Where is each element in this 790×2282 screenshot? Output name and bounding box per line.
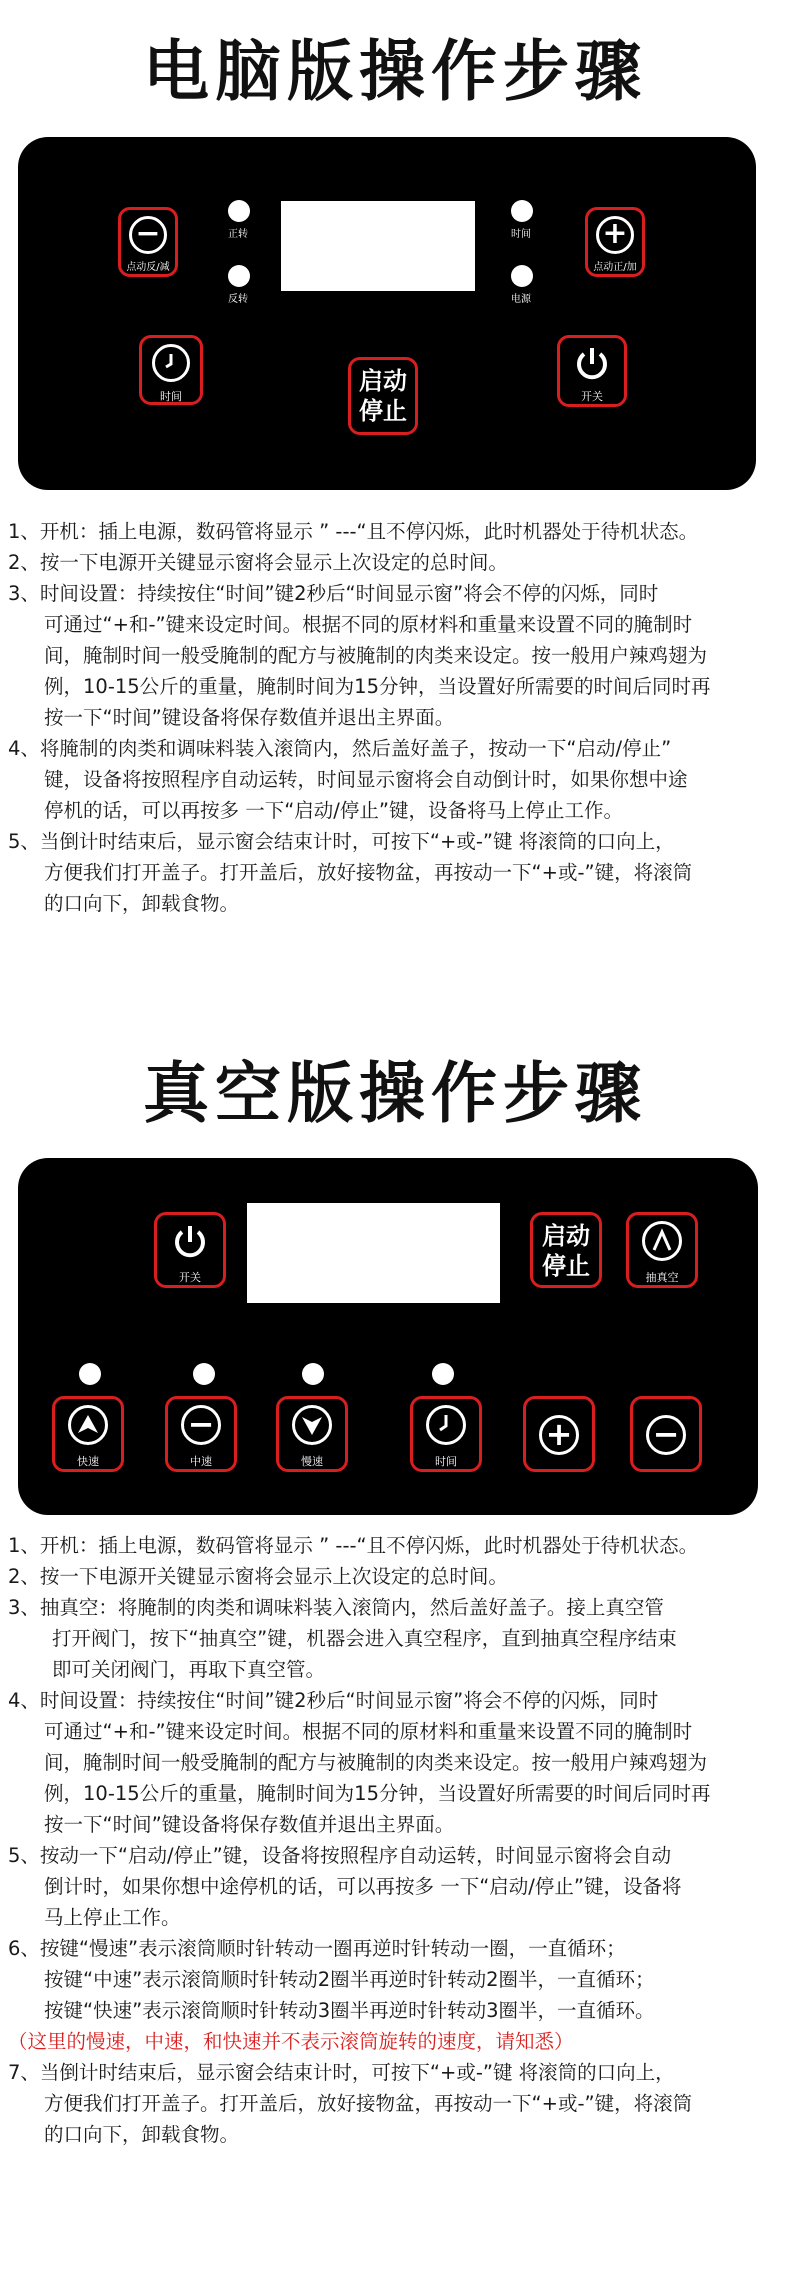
pc-line: 例，10-15公斤的重量，腌制时间为15分钟，当设置好所需要的时间后同时再 <box>44 675 711 698</box>
pc-time-label: 时间 <box>160 390 182 403</box>
pc-start-stop-button[interactable] <box>348 357 418 435</box>
pc-plus-button[interactable] <box>585 207 645 277</box>
led-power-label: 电源 <box>511 294 531 305</box>
pc-line: 3、时间设置：持续按住“时间”键2秒后“时间显示窗”将会不停的闪烁，同时 <box>8 582 659 605</box>
vac-time-label: 时间 <box>435 1455 457 1468</box>
pc-minus-button[interactable] <box>118 207 178 277</box>
vac-line: 4、时间设置：持续按住“时间”键2秒后“时间显示窗”将会不停的闪烁，同时 <box>8 1689 659 1712</box>
pc-instructions <box>8 516 786 919</box>
vac-slow-label: 慢速 <box>301 1455 323 1468</box>
vac-time-display <box>247 1203 500 1303</box>
led-forward-label: 正转 <box>228 229 248 240</box>
vac-vacuum-button[interactable] <box>626 1212 698 1288</box>
pc-stop-label: 停止 <box>359 397 407 425</box>
vac-time-button[interactable] <box>410 1396 482 1472</box>
pc-power-label: 开关 <box>581 390 603 403</box>
pc-line: 停机的话，可以再按多 一下“启动/停止”键，设备将马上停止工作。 <box>44 799 623 822</box>
vacuum-control-panel <box>18 1158 758 1515</box>
pc-line: 间，腌制时间一般受腌制的配方与被腌制的肉类来设定。按一般用户辣鸡翅为 <box>44 644 708 667</box>
pc-title: 电脑版操作步骤 <box>143 33 647 110</box>
minus-icon: − <box>129 216 167 254</box>
vac-medium-button[interactable] <box>165 1396 237 1472</box>
vac-line: 的口向下，卸载食物。 <box>44 2123 240 2146</box>
clock-icon <box>426 1405 466 1445</box>
up-arrow-icon <box>68 1405 108 1445</box>
vac-line: 间，腌制时间一般受腌制的配方与被腌制的肉类来设定。按一般用户辣鸡翅为 <box>44 1751 708 1774</box>
pc-time-button[interactable] <box>139 335 203 405</box>
pc-control-panel <box>18 137 756 490</box>
pc-line: 键，设备将按照程序自动运转，时间显示窗将会自动倒计时，如果你想中途 <box>44 768 688 791</box>
vac-line: 打开阀门，按下“抽真空”键，机器会进入真空程序，直到抽真空程序结束 <box>52 1627 677 1650</box>
led-time <box>511 200 533 222</box>
minus-icon: − <box>181 1405 221 1445</box>
led-time <box>432 1363 454 1385</box>
led-reverse-label: 反转 <box>228 294 248 305</box>
led-medium <box>193 1363 215 1385</box>
power-icon <box>170 1221 210 1261</box>
led-slow <box>302 1363 324 1385</box>
plus-icon: + <box>539 1415 579 1455</box>
vacuum-title: 真空版操作步骤 <box>143 1055 647 1132</box>
led-fast <box>79 1363 101 1385</box>
pc-line: 的口向下，卸载食物。 <box>44 892 240 915</box>
vac-line: 即可关闭阀门，再取下真空管。 <box>52 1658 326 1681</box>
vac-plus-button[interactable] <box>523 1396 595 1472</box>
vac-line: 方便我们打开盖子。打开盖后，放好接物盆，再按动一下“+或-”键，将滚筒 <box>44 2092 693 2115</box>
power-icon <box>572 343 612 383</box>
vac-line: 2、按一下电源开关键显示窗将会显示上次设定的总时间。 <box>8 1565 508 1588</box>
vac-fast-button[interactable] <box>52 1396 124 1472</box>
vac-line: 按键“中速”表示滚筒顺时针转动2圈半再逆时针转动2圈半，一直循环； <box>44 1968 655 1991</box>
vac-start-stop-button[interactable] <box>530 1212 602 1288</box>
pc-line: 方便我们打开盖子。打开盖后，放好接物盆，再按动一下“+或-”键，将滚筒 <box>44 861 693 884</box>
vac-slow-button[interactable] <box>276 1396 348 1472</box>
pc-minus-label: 点动反/减 <box>126 262 170 273</box>
pc-power-button[interactable] <box>557 335 627 407</box>
vac-note-line: （这里的慢速，中速，和快速并不表示滚筒旋转的速度，请知悉） <box>8 2030 574 2053</box>
pc-line: 2、按一下电源开关键显示窗将会显示上次设定的总时间。 <box>8 551 508 574</box>
pc-line: 4、将腌制的肉类和调味料装入滚筒内，然后盖好盖子，按动一下“启动/停止” <box>8 737 672 760</box>
pc-line: 按一下“时间”键设备将保存数值并退出主界面。 <box>44 706 455 729</box>
vac-start-label: 启动 <box>542 1222 590 1250</box>
vac-line: 例，10-15公斤的重量，腌制时间为15分钟，当设置好所需要的时间后同时再 <box>44 1782 711 1805</box>
vac-fast-label: 快速 <box>77 1455 99 1468</box>
plus-icon: + <box>596 216 634 254</box>
led-reverse <box>228 265 250 287</box>
vac-line: 5、按动一下“启动/停止”键，设备将按照程序自动运转，时间显示窗将会自动 <box>8 1844 672 1867</box>
down-arrow-icon <box>292 1405 332 1445</box>
led-time-label: 时间 <box>511 229 531 240</box>
vac-line: 6、按键“慢速”表示滚筒顺时针转动一圈再逆时针转动一圈，一直循环； <box>8 1937 626 1960</box>
vac-line: 马上停止工作。 <box>44 1906 181 1929</box>
vac-line: 按键“快速”表示滚筒顺时针转动3圈半再逆时针转动3圈半，一直循环。 <box>44 1999 655 2022</box>
pc-line: 1、开机：插上电源，数码管将显示 ” ---“且不停闪烁，此时机器处于待机状态。 <box>8 520 699 543</box>
vac-vacuum-label: 抽真空 <box>645 1271 679 1284</box>
clock-icon <box>152 344 190 382</box>
pc-line: 5、当倒计时结束后，显示窗会结束计时，可按下“+或-”键 将滚筒的口向上， <box>8 830 675 853</box>
led-power <box>511 265 533 287</box>
pc-start-label: 启动 <box>359 367 407 395</box>
vac-stop-label: 停止 <box>542 1252 590 1280</box>
vac-medium-label: 中速 <box>190 1455 212 1468</box>
vac-line: 3、抽真空：将腌制的肉类和调味料装入滚筒内，然后盖好盖子。接上真空管 <box>8 1596 664 1619</box>
vac-line: 倒计时，如果你想中途停机的话，可以再按多 一下“启动/停止”键，设备将 <box>44 1875 682 1898</box>
vac-power-button[interactable] <box>154 1212 226 1288</box>
pc-time-display <box>281 201 475 291</box>
vac-power-label: 开关 <box>179 1271 201 1284</box>
led-forward <box>228 200 250 222</box>
vacuum-icon <box>642 1221 682 1261</box>
vacuum-instructions <box>8 1530 786 2150</box>
vac-line: 按一下“时间”键设备将保存数值并退出主界面。 <box>44 1813 455 1836</box>
pc-line: 可通过“+和-”键来设定时间。根据不同的原材料和重量来设置不同的腌制时 <box>44 613 693 636</box>
minus-icon: − <box>646 1415 686 1455</box>
vac-line: 可通过“+和-”键来设定时间。根据不同的原材料和重量来设置不同的腌制时 <box>44 1720 693 1743</box>
vac-line: 7、当倒计时结束后，显示窗会结束计时，可按下“+或-”键 将滚筒的口向上， <box>8 2061 675 2084</box>
vac-line: 1、开机：插上电源，数码管将显示 ” ---“且不停闪烁，此时机器处于待机状态。 <box>8 1534 699 1557</box>
pc-plus-label: 点动正/加 <box>593 262 637 273</box>
vac-minus-button[interactable] <box>630 1396 702 1472</box>
